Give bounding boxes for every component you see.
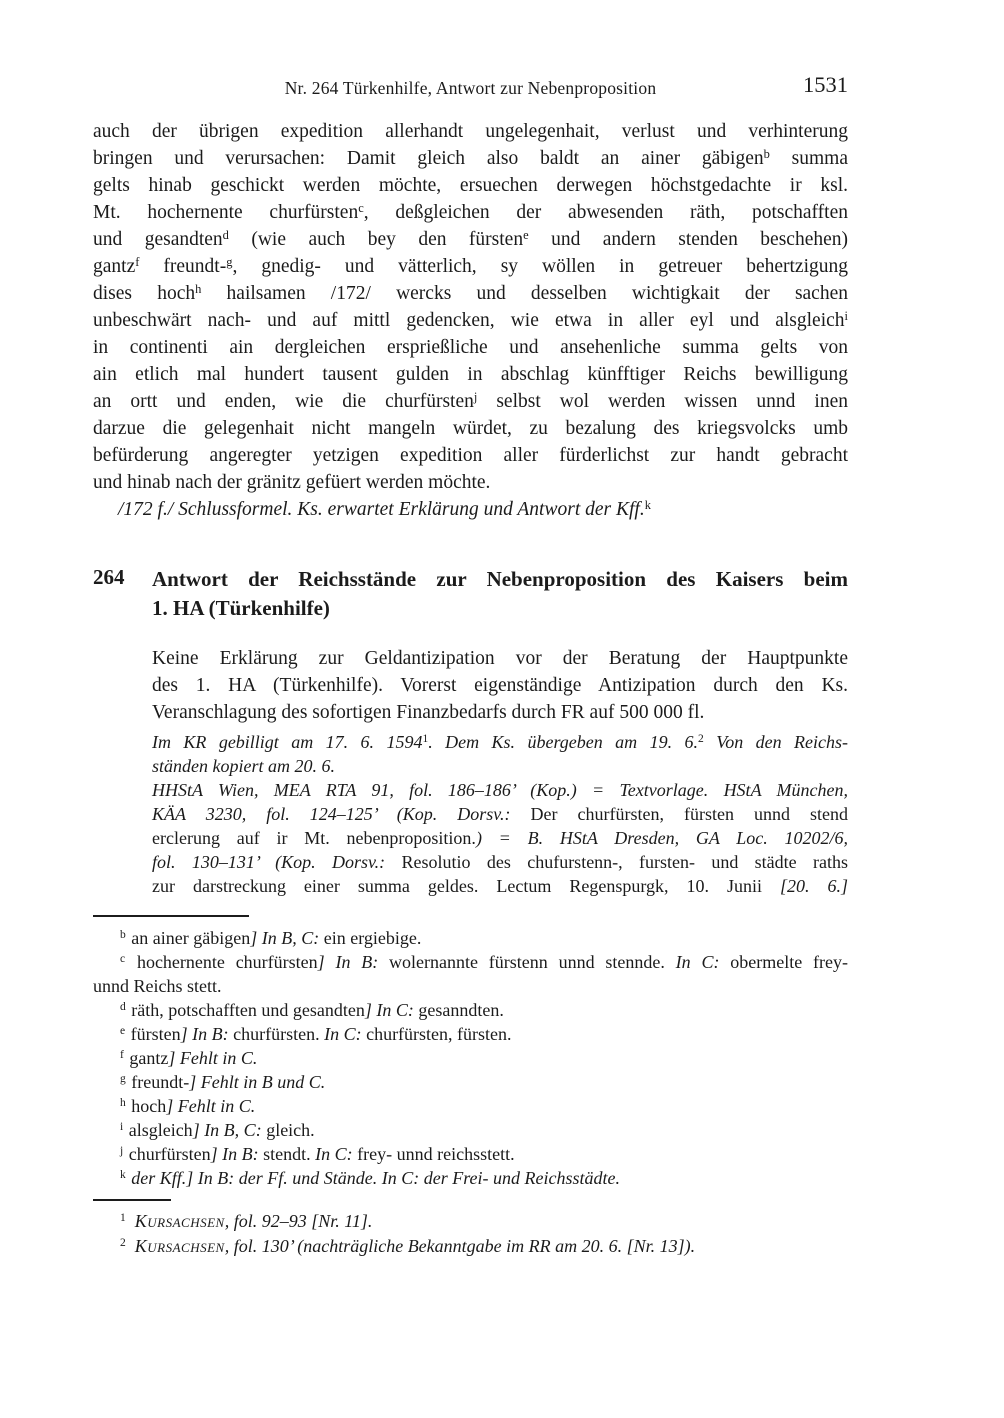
footnote-letter: h (120, 1097, 126, 1110)
text-line (152, 754, 848, 778)
text-segment: des 1. HA (Türkenhilfe). Vorerst eigenständige Antizipation durch den Ks. (152, 675, 848, 696)
text-segment: wolernannte fürstenn unnd stennde. (389, 952, 676, 972)
text-segment: Kursachsen (134, 1236, 225, 1256)
text-segment: Resolutio des chufurstenn-, fursten- und städte raths (401, 852, 848, 872)
text-segment: frey- unnd reichsstett. (357, 1144, 515, 1164)
footnote-letter: g (120, 1073, 126, 1086)
text-segment: hailsamen /172/ wercks und desselben wichtigkait der sachen (201, 283, 848, 304)
text-segment: 1. HA (Türkenhilfe) (152, 596, 330, 620)
text-segment: Der churfürsten, fürsten unnd stend (530, 804, 848, 824)
text-segment: Von den Reichs- (703, 732, 848, 752)
text-line (93, 226, 848, 253)
text-segment: an ainer gäbigen (131, 928, 251, 948)
text-segment: KÄA 3230, fol. 124–125’ (Kop. Dorsv.: (152, 804, 531, 824)
text-segment: . Dem Ks. übergeben am 19. 6. (428, 732, 699, 752)
endnote-line (93, 1234, 848, 1259)
footnote-letter: k (120, 1169, 126, 1182)
text-segment: dises hoch (93, 283, 196, 304)
text-segment: churfürsten. (233, 1024, 325, 1044)
text-segment: alsgleich (128, 1120, 193, 1140)
text-line (93, 388, 848, 415)
footnote-reference-mark: h (195, 282, 202, 297)
footnote-reference-mark: j (473, 390, 478, 405)
footnote-line (93, 1022, 848, 1046)
footnote-reference-mark: b (763, 147, 770, 162)
text-segment: ) = B. HStA Dresden, GA Loc. 10202/6, (475, 828, 849, 848)
text-segment: hochernente churfürsten (136, 952, 318, 972)
text-line (93, 145, 848, 172)
text-segment: stendt. (263, 1144, 316, 1164)
text-segment: Mt. hochernente churfürsten (93, 202, 359, 223)
text-segment: , fol. 92–93 [Nr. 11]. (224, 1211, 373, 1231)
text-segment: ] In B, C: (192, 1120, 267, 1140)
text-segment: obermelte frey- (730, 952, 849, 972)
text-segment: ] In B: (210, 1144, 264, 1164)
footnote-letter: j (120, 1145, 124, 1158)
text-segment: darzue die gelegenhait nicht mangeln würdet, zu bezalung des kriegsvolcks umb (93, 418, 848, 439)
text-segment: hoch (131, 1096, 167, 1116)
footnote-line (93, 974, 848, 998)
text-segment: , gnedig- und vätterlich, sy wöllen in getreuer behertzigung (232, 256, 848, 277)
text-segment: ] In B: (317, 952, 390, 972)
text-segment: churfürsten, fürsten. (366, 1024, 512, 1044)
text-segment: ] Fehlt in B und C. (189, 1072, 326, 1092)
section-heading (93, 565, 848, 623)
text-segment: ] In B: (180, 1024, 234, 1044)
source-description (152, 730, 848, 898)
text-segment: auch der übrigen expedition allerhandt ungelegenhait, verlust und verhinterung (93, 121, 848, 142)
section-number: 264 (93, 565, 125, 589)
text-line (93, 307, 848, 334)
footnote-line (93, 926, 848, 950)
text-segment: ain etlich mal hundert tausent gulden in abschlag künfftiger Reichs bewilligung (93, 364, 848, 385)
text-segment: und hinab nach der gränitz gefüert werden möchte. (93, 472, 491, 493)
text-line (152, 826, 848, 850)
text-line (93, 442, 848, 469)
footnote-reference-mark: k (644, 498, 651, 513)
text-segment: unbeschwärt nach- und auf mittl gedencken, wie etwa in aller eyl und alsgleich (93, 310, 845, 331)
text-segment: befürderung angeregter yetzigen expedition aller fürderlichst zur handt gebracht (93, 445, 848, 466)
text-line (152, 565, 848, 594)
section-title (152, 565, 848, 623)
footnote-separator-rule (93, 915, 249, 917)
text-segment: ] Fehlt in C. (166, 1096, 256, 1116)
text-segment: bringen und verursachen: Damit gleich also baldt an ainer gäbigen (93, 148, 764, 169)
text-segment: ständen kopiert am 20. 6. (152, 756, 335, 776)
footnote-line (93, 950, 848, 974)
footnote-line (93, 1142, 848, 1166)
text-segment: fol. 130–131’ (Kop. Dorsv.: (152, 852, 402, 872)
text-line (152, 645, 848, 672)
text-segment: selbst wol werden wissen unnd inen (477, 391, 848, 412)
text-segment: Keine Erklärung zur Geldantizipation vor der Beratung der Hauptpunkte (152, 648, 848, 669)
text-segment: ein ergiebige. (323, 928, 422, 948)
text-segment: gesanndten. (418, 1000, 504, 1020)
text-segment: freundt- (139, 256, 227, 277)
text-segment: erclerung auf ir Mt. nebenproposition. (152, 828, 476, 848)
text-line (93, 415, 848, 442)
text-segment: /172 f./ Schlussformel. Ks. erwartet Erklärung und Antwort der Kff. (118, 499, 645, 520)
text-line (93, 253, 848, 280)
text-line (152, 730, 848, 754)
footnote-reference-mark: i (844, 309, 848, 324)
text-segment: churfürsten (128, 1144, 211, 1164)
footnote-line (93, 1094, 848, 1118)
text-segment: ] In C: (364, 1000, 419, 1020)
footnote-letter: c (120, 953, 126, 966)
endnote-number: 2 (120, 1237, 126, 1250)
text-segment: (wie auch bey den fürsten (228, 229, 524, 250)
page-number: 1531 (803, 72, 848, 97)
text-segment: in continenti ain dergleichen ersprießliche und ansehenliche summa gelts von (93, 337, 848, 358)
text-segment: und gesandten (93, 229, 223, 250)
text-segment (126, 952, 137, 972)
text-line (152, 802, 848, 826)
text-segment: Veranschlagung des sofortigen Finanzbedarfs durch FR auf 500 000 fl. (152, 702, 705, 723)
footnote-line (93, 1166, 848, 1190)
text-segment: summa (769, 148, 848, 169)
footnote-reference-mark: e (523, 228, 529, 243)
text-line (152, 874, 848, 898)
text-line (93, 280, 848, 307)
text-line (93, 469, 848, 496)
footnote-line (93, 1046, 848, 1070)
text-segment: unnd Reichs stett. (93, 976, 222, 996)
text-segment: und andern stenden beschehen) (528, 229, 848, 250)
text-line (152, 699, 848, 726)
text-segment: In C: (315, 1144, 358, 1164)
endnote-line (93, 1209, 848, 1234)
footnote-line (93, 998, 848, 1022)
text-line (93, 496, 848, 523)
text-segment: In C: (675, 952, 731, 972)
footnote-reference-mark: f (135, 255, 140, 270)
text-segment: freundt- (131, 1072, 190, 1092)
endnote-separator-rule (93, 1199, 171, 1201)
running-header-title: Nr. 264 Türkenhilfe, Antwort zur Nebenproposition (284, 78, 657, 98)
footnote-letter: d (120, 1001, 126, 1014)
footnote-letter: e (120, 1025, 126, 1038)
footnote-line (93, 1118, 848, 1142)
endnote-number: 1 (120, 1212, 126, 1225)
editorial-summary (152, 645, 848, 726)
critical-apparatus-footnotes (93, 926, 848, 1190)
text-segment: an ortt und enden, wie die churfürsten (93, 391, 474, 412)
text-segment: zur darstreckung einer summa geldes. Lectum Regenspurgk, 10. Junii (152, 876, 780, 896)
text-segment: ] Fehlt in C. (168, 1048, 258, 1068)
text-segment: Kursachsen (134, 1211, 225, 1231)
text-segment: Antwort der Reichsstände zur Nebenproposition des Kaisers beim (152, 567, 848, 591)
footnote-letter: b (120, 929, 126, 942)
text-segment: ] In B, C: (250, 928, 324, 948)
text-segment: , fol. 130’ (nachträgliche Bekanntgabe im RR am 20. 6. [Nr. 13]). (224, 1236, 696, 1256)
footnote-reference-mark: 2 (698, 733, 704, 746)
text-line (152, 850, 848, 874)
footnote-letter: i (120, 1121, 124, 1134)
text-segment: gelts hinab geschickt werden möchte, ersuechen derwegen höchstgedachte ir ksl. (93, 175, 848, 196)
reference-endnotes (93, 1209, 848, 1259)
text-segment: In C: (324, 1024, 367, 1044)
text-segment: gantz (93, 256, 136, 277)
footnote-reference-mark: d (222, 228, 229, 243)
text-segment: HHStA Wien, MEA RTA 91, fol. 186–186’ (Kop.) = Textvorlage. HStA München, (152, 780, 848, 800)
text-segment: der Kff.] In B: der Ff. und Stände. In C: der Frei- und Reichsstädte. (131, 1168, 621, 1188)
text-segment: [20. 6.] (779, 876, 848, 896)
text-line (152, 778, 848, 802)
main-transcription-text (93, 118, 848, 523)
text-segment: gantz (129, 1048, 169, 1068)
text-line (93, 334, 848, 361)
page-header (93, 72, 848, 100)
text-line (152, 672, 848, 699)
text-line (93, 118, 848, 145)
text-line (93, 199, 848, 226)
text-line (152, 594, 848, 623)
text-segment: gleich. (266, 1120, 315, 1140)
footnote-reference-mark: c (358, 201, 364, 216)
footnote-reference-mark: 1 (422, 733, 429, 746)
text-segment: , deßgleichen der abwesenden räth, potschafften (363, 202, 848, 223)
text-segment: fürsten (130, 1024, 181, 1044)
text-segment: Im KR gebilligt am 17. 6. 1594 (152, 732, 423, 752)
text-line (93, 361, 848, 388)
text-segment: räth, potschafften und gesandten (131, 1000, 365, 1020)
footnote-line (93, 1070, 848, 1094)
footnote-letter: f (120, 1049, 124, 1062)
text-line (93, 172, 848, 199)
footnote-reference-mark: g (226, 255, 233, 270)
